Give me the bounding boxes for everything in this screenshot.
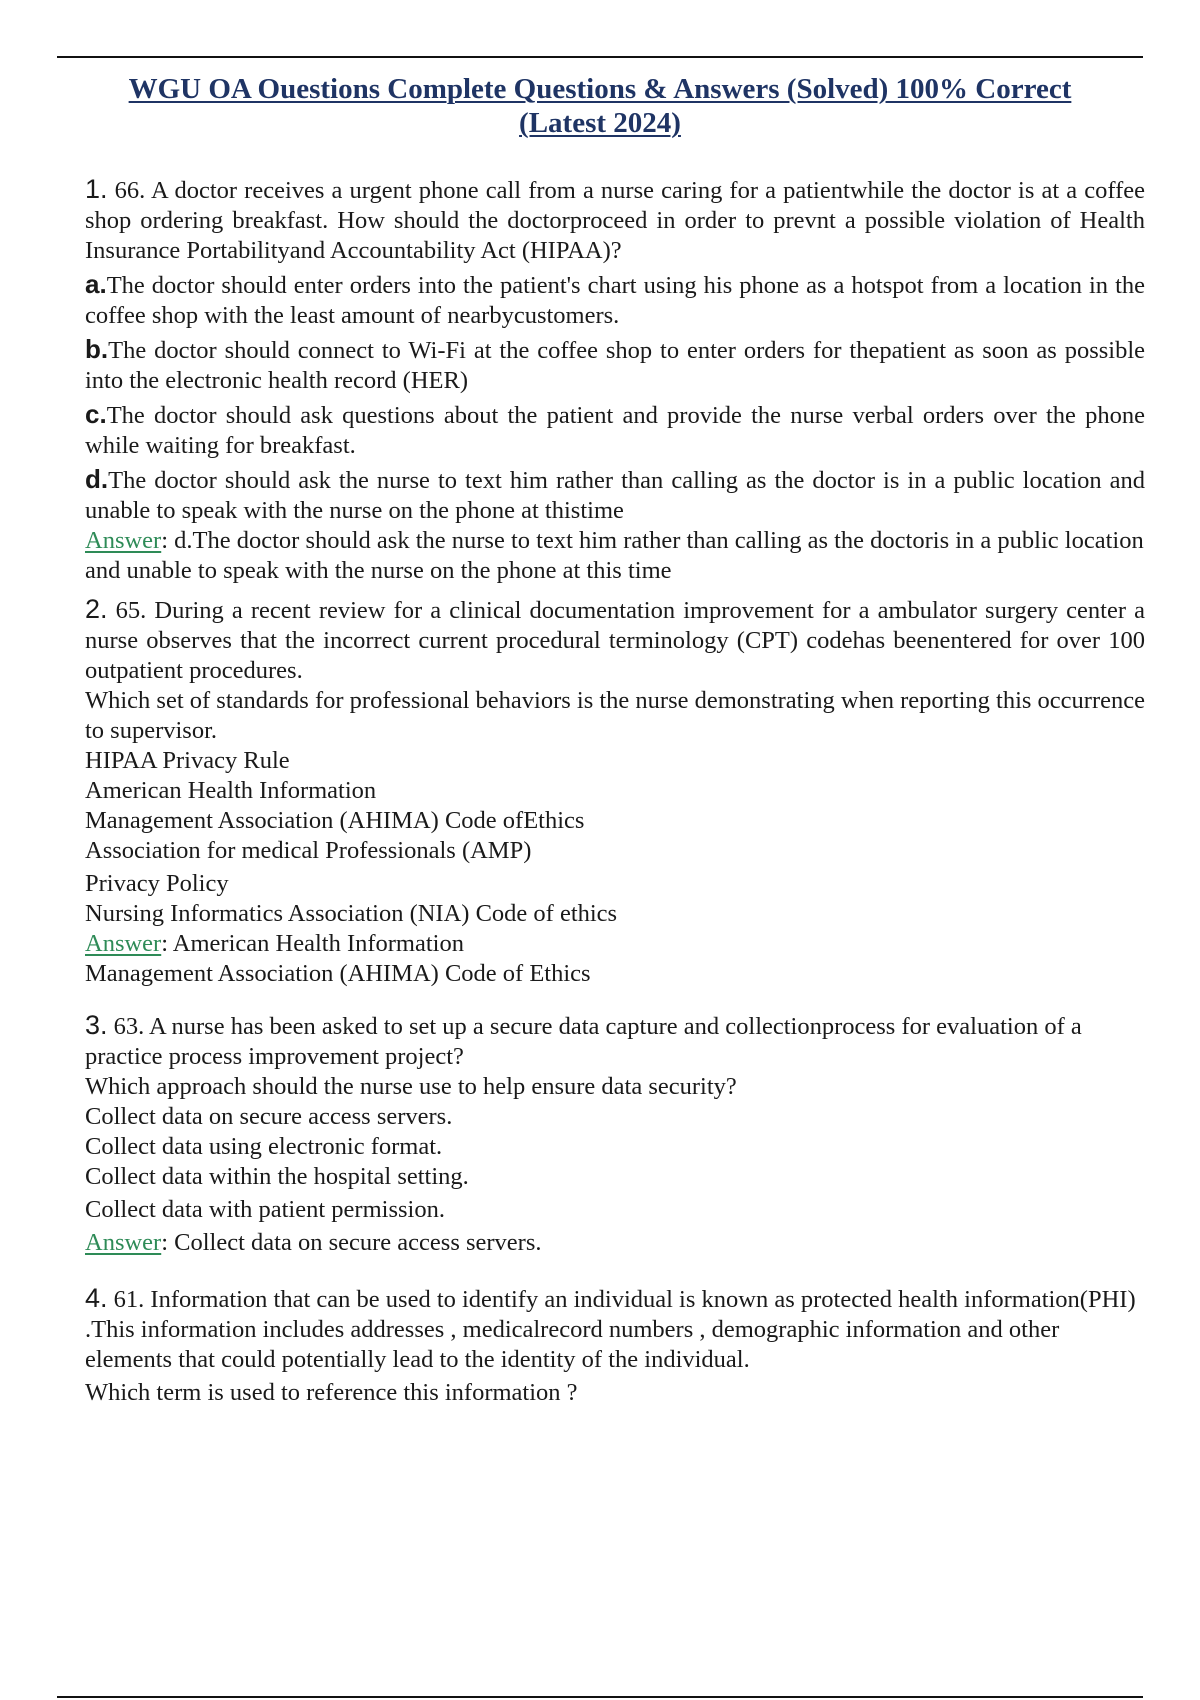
choice: Collect data within the hospital setting. <box>85 1163 469 1190</box>
choice: Collect data using electronic format. <box>85 1133 443 1160</box>
question-number: 1. <box>85 174 108 204</box>
question-3 <box>85 1010 1145 1258</box>
answer: Answer: d.The doctor should ask the nurse to text him rather than calling as the doctoris in a public location and unable to speak with the nurse on the phone at this time <box>85 527 1144 584</box>
question-1 <box>85 174 1145 586</box>
choice: Privacy Policy <box>85 870 229 897</box>
choice: Collect data on secure access servers. <box>85 1103 453 1130</box>
choice: American Health Information <box>85 777 377 804</box>
question-stem: 2. 65. During a recent review for a clinical documentation improvement for a ambulator surgery center a nurse observes that the incorrect current procedural terminology (CPT) codehas beenentered for over 100 outpatient procedures. <box>85 594 1146 684</box>
option-b: b.The doctor should connect to Wi-Fi at the coffee shop to enter orders for thepatient as soon as possible into the electronic health record (HER) <box>85 334 1145 394</box>
question-prompt: Which term is used to reference this information ? <box>85 1379 578 1406</box>
top-rule <box>57 56 1143 58</box>
option-d: d.The doctor should ask the nurse to text him rather than calling as the doctor is in a public location and unable to speak with the nurse on the phone at thistime <box>85 464 1145 524</box>
document-title <box>60 72 1140 140</box>
question-number: 4. <box>85 1283 108 1313</box>
question-2 <box>85 594 1145 989</box>
option-a: a.The doctor should enter orders into the patient's chart using his phone as a hotspot from a location in the coffee shop with the least amount of nearbycustomers. <box>85 269 1145 329</box>
question-number: 2. <box>85 594 108 624</box>
title-line-2: (Latest 2024) <box>519 107 681 139</box>
choice: HIPAA Privacy Rule <box>85 747 290 774</box>
choice: Association for medical Professionals (AMP) <box>85 837 532 864</box>
option-letter: d. <box>85 464 109 494</box>
question-stem: 3. 63. A nurse has been asked to set up a secure data capture and collectionprocess for evaluation of a practice process improvement project? <box>85 1010 1082 1070</box>
bottom-rule <box>57 1696 1143 1698</box>
answer: Answer: American Health Information <box>85 930 464 957</box>
option-letter: b. <box>85 334 109 364</box>
answer-label: Answer <box>85 527 162 554</box>
option-letter: a. <box>85 269 107 299</box>
answer-continued: Management Association (AHIMA) Code of Ethics <box>85 960 591 987</box>
answer-label: Answer <box>85 930 162 957</box>
answer-label: Answer <box>85 1229 162 1256</box>
question-prompt: Which approach should the nurse use to help ensure data security? <box>85 1073 737 1100</box>
option-c: c.The doctor should ask questions about the patient and provide the nurse verbal orders over the phone while waiting for breakfast. <box>85 399 1145 459</box>
question-number: 3. <box>85 1010 108 1040</box>
question-stem: 1. 66. A doctor receives a urgent phone call from a nurse caring for a patientwhile the doctor is at a coffee shop ordering breakfast. How should the doctorproceed in order to prevnt a possible violation of Health Insurance Portabilityand Accountability Act (HIPAA)? <box>85 174 1145 264</box>
title-line-1: WGU OA Ouestions Complete Questions & Answers (Solved) 100% Correct <box>128 73 1072 105</box>
question-prompt: Which set of standards for professional behaviors is the nurse demonstrating when reporting this occurrence to supervisor. <box>85 687 1145 744</box>
question-stem: 4. 61. Information that can be used to identify an individual is known as protected health information(PHI) .This information includes addresses , medicalrecord numbers , demographic information and other elements that could potentially lead to the identity of the individual. <box>85 1283 1136 1373</box>
option-letter: c. <box>85 399 107 429</box>
choice: Nursing Informatics Association (NIA) Code of ethics <box>85 900 618 927</box>
choice: Management Association (AHIMA) Code ofEthics <box>85 807 585 834</box>
answer: Answer: Collect data on secure access servers. <box>85 1229 542 1256</box>
choice: Collect data with patient permission. <box>85 1196 445 1223</box>
question-4 <box>85 1283 1145 1408</box>
